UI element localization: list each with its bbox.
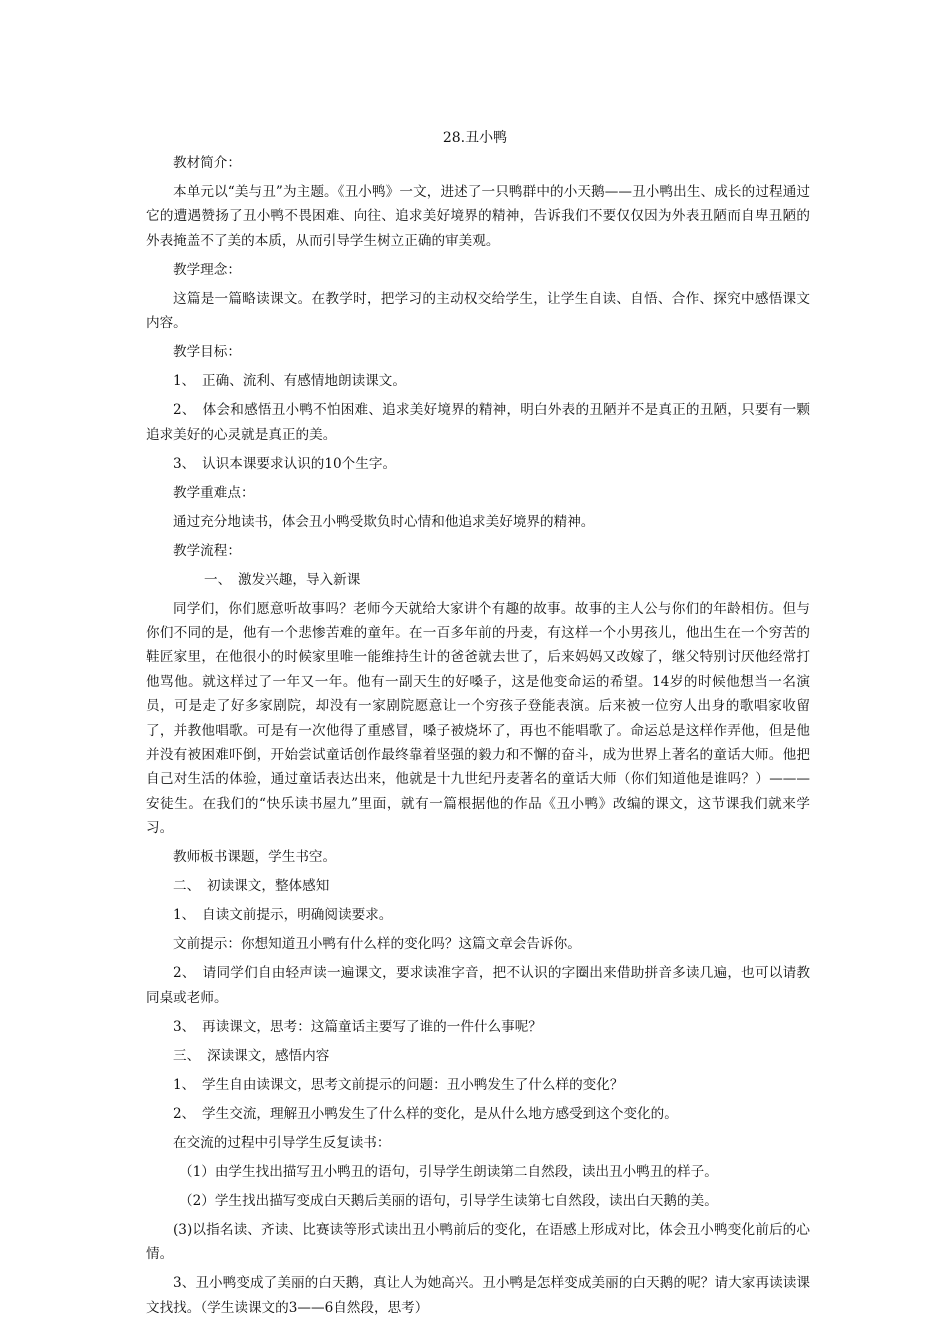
paragraph-story: 同学们，你们愿意听故事吗？老师今天就给大家讲个有趣的故事。故事的主人公与你们的年龄相仿。但与你们不同的是，他有一个悲惨苦难的童年。在一百多年前的丹麦，有这样一个小男孩儿，他出生在一个穷苦的鞋匠家里，在他很小的时候家里唯一能维持生计的爸爸就去世了，后来妈妈又改嫁了，继父特别讨厌他经常打他骂他。就这样过了一年又一年。他有一副天生的好嗓子，这是他变命运的希望。14岁的时候他想当一名演员，可是走了好多家剧院，却没有一家剧院愿意让一个穷孩子登能表演。后来被一位穷人出身的歌唱家收留了，并教他唱歌。可是有一次他得了重感冒，嗓子被烧坏了，再也不能唱歌了。命运总是这样作弄他，但是他并没有被困难吓倒，开始尝试童话创作最终靠着坚强的毅力和不懈的奋斗，成为世界上著名的童话大师。他把自己对生活的体验，通过童话表达出来，他就是十九世纪丹麦著名的童话大师（你们知道他是谁吗？）———安徒生。在我们的“快乐读书屋九”里面，就有一篇根据他的作品《丑小鸭》改编的课文，这节课我们就来学习。	[146, 600, 810, 837]
list-item: 2、 请同学们自由轻声读一遍课文，要求读准字音，把不认识的字圈出来借助拼音多读几遍，也可以请教同桌或老师。	[146, 965, 810, 1006]
document-title: 28.丑小鸭	[442, 130, 508, 146]
list-item: (3)以指名读、齐读、比赛读等形式读出丑小鸭前后的变化，在语感上形成对比，体会丑小鸭变化前后的心情。	[146, 1221, 810, 1263]
section-heading: 二、 初读课文，整体感知	[173, 878, 330, 895]
document-body	[146, 151, 810, 1325]
list-item: 3、 再读课文，思考：这篇童话主要写了谁的一件什么事呢？	[173, 1018, 542, 1035]
list-item: 1、 自读文前提示，明确阅读要求。	[173, 907, 393, 924]
paragraph: 通过充分地读书，体会丑小鸭受欺负时心情和他追求美好境界的精神。	[173, 513, 595, 530]
list-item: 3、丑小鸭变成了美丽的白天鹅，真让人为她高兴。丑小鸭是怎样变成美丽的白天鹅的呢？请大家再读读课文找找。（学生读课文的3——6自然段，思考）	[146, 1275, 810, 1316]
paragraph: 教师板书课题，学生书空。	[173, 849, 337, 866]
paragraph-heading-intro: 教材简介：	[173, 155, 241, 171]
paragraph-heading-process: 教学流程：	[173, 542, 241, 559]
section-heading: 一、 激发兴趣，导入新课	[204, 571, 361, 588]
paragraph-heading-concept: 教学理念：	[173, 261, 241, 278]
paragraph: 这篇是一篇略读课文。在教学时，把学习的主动权交给学生，让学生自读、自悟、合作、探究中感悟课文内容。	[146, 290, 810, 332]
list-item: 3、 认识本课要求认识的10个生字。	[173, 455, 397, 472]
list-item: （2）学生找出描写变成白天鹅后美丽的语句，引导学生读第七自然段，读出白天鹅的美。	[179, 1192, 718, 1209]
list-item: 2、 学生交流，理解丑小鸭发生了什么样的变化，是从什么地方感受到这个变化的。	[173, 1105, 678, 1122]
paragraph: 本单元以“美与丑”为主题。《丑小鸭》一文，进述了一只鸭群中的小天鹅——丑小鸭出生、成长的过程通过它的遭遇赞扬了丑小鸭不畏困难、向往、追求美好境界的精神，告诉我们不要仅仅因为外表丑陋而自卑丑陋的外表掩盖不了美的本质，从而引导学生树立正确的审美观。	[146, 184, 810, 249]
paragraph-heading-keypoints: 教学重难点：	[173, 484, 255, 501]
paragraph: 文前提示：你想知道丑小鸭有什么样的变化吗？这篇文章会告诉你。	[173, 936, 581, 953]
list-item: （1）由学生找出描写丑小鸭丑的语句，引导学生朗读第二自然段，读出丑小鸭丑的样子。	[179, 1163, 718, 1180]
paragraph-heading-goals: 教学目标：	[173, 344, 241, 361]
list-item: 2、 体会和感悟丑小鸭不怕困难、追求美好境界的精神，明白外表的丑陋并不是真正的丑陋，只要有一颗追求美好的心灵就是真正的美。	[146, 402, 810, 443]
list-item: 1、 正确、流利、有感情地朗读课文。	[173, 373, 406, 390]
section-heading: 三、 深读课文，感悟内容	[173, 1047, 330, 1064]
paragraph: 在交流的过程中引导学生反复读书：	[173, 1134, 391, 1151]
list-item: 1、 学生自由读课文，思考文前提示的问题：丑小鸭发生了什么样的变化？	[173, 1076, 624, 1093]
